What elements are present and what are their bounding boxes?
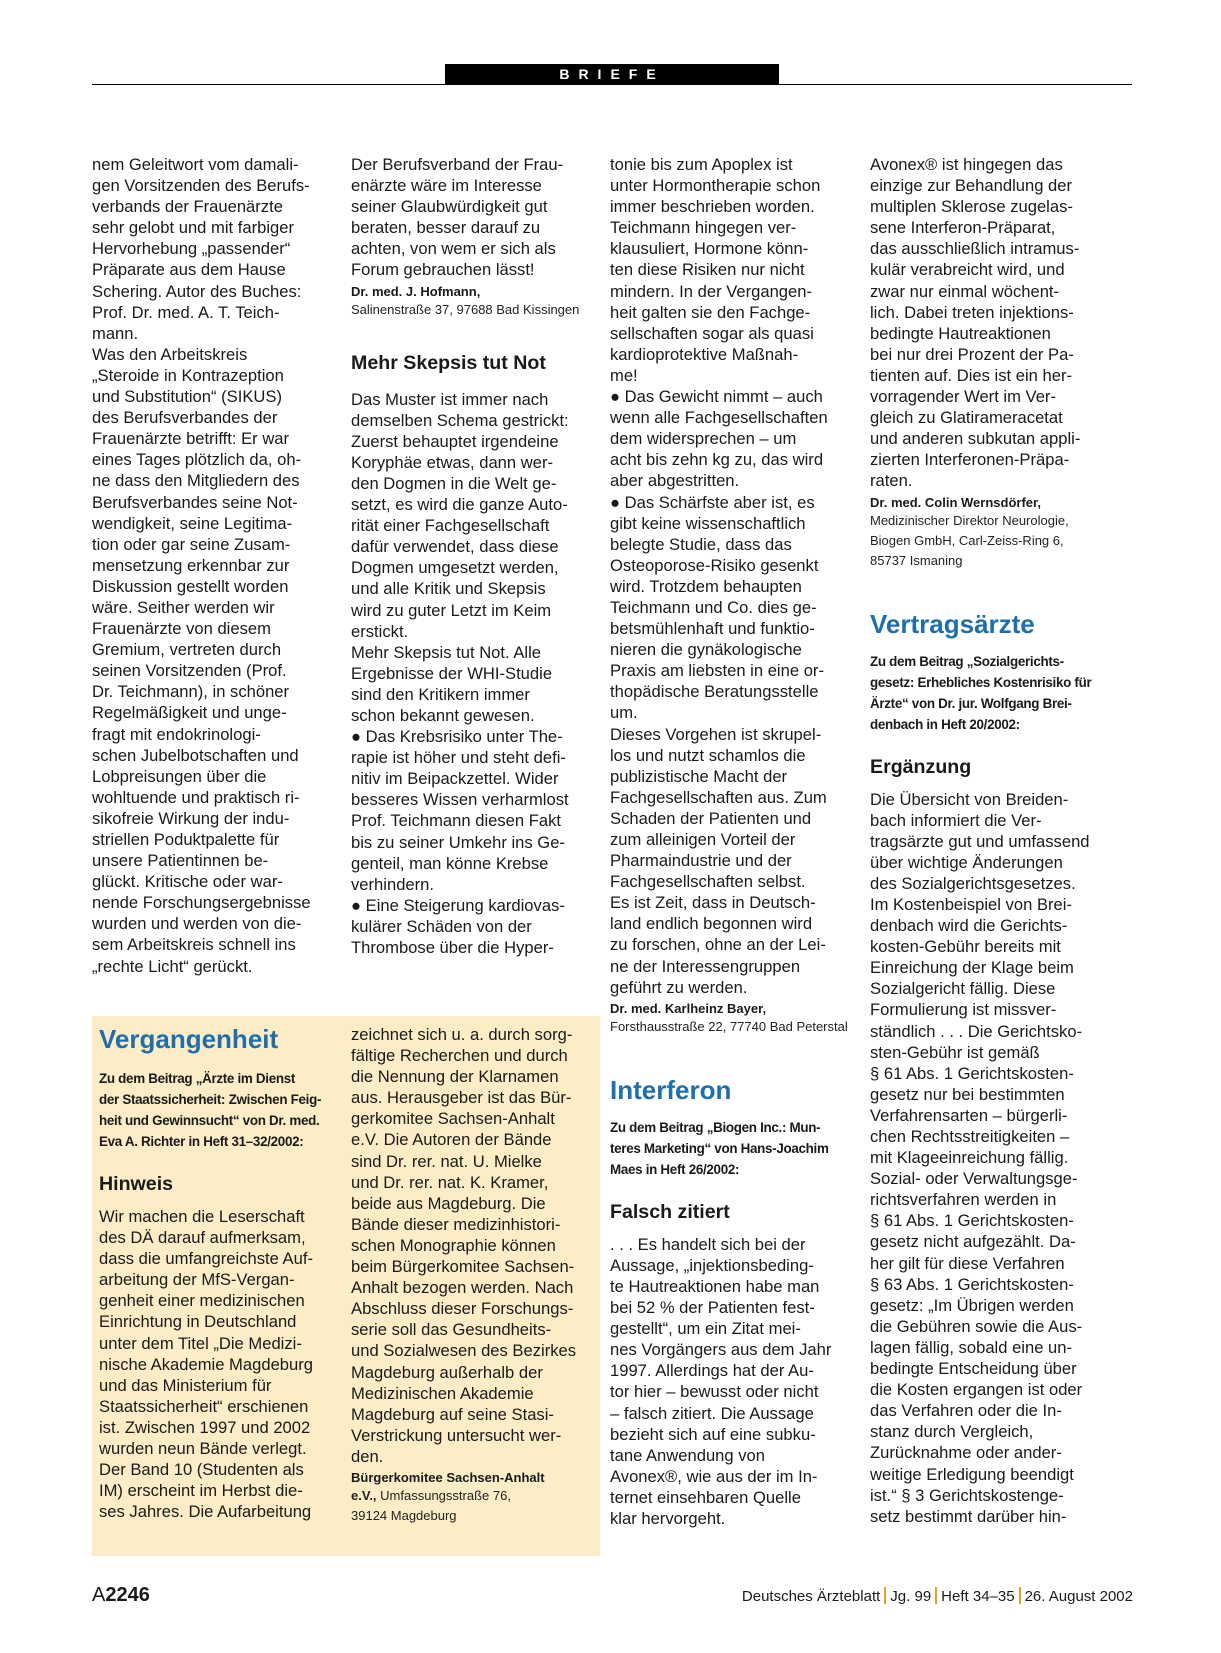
text-line: und Substitution“ (SIKUS) [92,387,282,407]
text-line: sind Dr. rer. nat. U. Mielke [351,1151,542,1171]
text-line: e.V. Die Autoren der Bände [351,1130,552,1150]
text-line: wendigkeit, seine Legitima- [92,513,293,533]
text-line: Maes in Heft 26/2002: [610,1161,740,1177]
column-4 [870,154,1120,1527]
text-line: Regelmäßigkeit und unge- [92,703,287,723]
text-line: Biogen GmbH, Carl-Zeiss-Ring 6, [870,532,1064,548]
text-line: einzige zur Behandlung der [870,176,1073,196]
text-line: des Berufsverbandes der [92,408,278,428]
text-line: gesetz nur bei bestimmten [870,1084,1065,1104]
text-line: und Dr. rer. nat. K. Kramer, [351,1172,549,1192]
topic-heading: Vergangenheit [99,1024,279,1054]
text-line: arbeitung der MfS-Vergan- [99,1270,295,1290]
text-line: lich. Dabei treten injektions- [870,302,1074,322]
text-line: Präparate aus dem Hause [92,260,286,280]
text-line: betsmühlenhaft und funktio- [610,619,815,639]
text-line: wurden und werden von die- [92,914,302,934]
text-line: me! [610,365,638,385]
text-line: striellen Poduktpalette für [92,830,280,849]
text-line: multiplen Sklerose zugelas- [870,197,1073,217]
text-line: Avonex®, wie aus der im In- [610,1466,818,1486]
text-line: Praxis am liebsten in eine or- [610,661,824,681]
text-line: Ärzte“ von Dr. jur. Wolfgang Brei- [870,695,1072,711]
topic-heading: Vertragsärzte [870,608,1035,639]
text-line: um. [610,703,638,723]
text-line: heit galten sie den Fachge- [610,302,811,322]
text-line: mit Klageeinreichung fällig. [870,1148,1069,1168]
text-line: dafür verwendet, dass diese [351,537,559,557]
text-line: gesetz: Erhebliches Kostenrisiko für [870,674,1092,690]
text-line: richtsverfahren werden in [870,1190,1057,1210]
text-line: zum alleinigen Vorteil der [610,830,796,849]
text-line: immer beschrieben worden. [610,197,815,217]
text-line: tion oder gar seine Zusam- [92,534,291,554]
section-label: BRIEFE [445,64,779,85]
text-line: Hervorhebung „passender“ [92,239,291,259]
text-line: geführt zu werden. [610,977,748,997]
text-line: sikofreie Wirkung der indu- [92,808,290,828]
signature-address: e.V., Umfassungsstraße 76, 39124 Magdeburg [351,1487,511,1523]
text-line: Einreichung der Klage beim [870,958,1074,978]
text-line: belegte Studie, dass das [610,534,792,554]
text-line: glückt. Kritische oder war- [92,872,283,892]
text-line: lagen fällig, sobald eine un- [870,1337,1073,1357]
letter-text [870,154,1120,492]
text-line: sten-Gebühr ist gemäß [870,1042,1040,1062]
letter-text [351,154,591,281]
text-line: raten. [870,471,913,491]
text-line: Schaden der Patienten und [610,808,812,828]
text-line: Prof. Dr. med. A. T. Teich- [92,302,280,322]
text-line: kosten-Gebühr bereits mit [870,937,1061,957]
text-line: Salinenstraße 37, 97688 Bad Kissingen [351,301,580,317]
text-line: kulärer Schäden von der [351,916,532,936]
text-line: teres Marketing“ von Hans-Joachim [610,1140,829,1156]
text-line: nieren die gynäkologische [610,640,802,660]
text-line: die Gebühren sowie die Aus- [870,1316,1083,1336]
text-line: bei nur drei Prozent der Pa- [870,344,1074,364]
text-line: 85737 Ismaning [870,552,963,568]
text-line: ● Das Schärfste aber ist, es [610,492,815,512]
text-line: Sozial- oder Verwaltungsge- [870,1169,1078,1189]
text-line: tonie bis zum Apoplex ist [610,155,793,174]
text-line: gerkomitee Sachsen-Anhalt [351,1109,555,1129]
text-line: und Sozialwesen des Bezirkes [351,1341,577,1361]
text-line: genteil, man könne Krebse [351,853,549,873]
text-line: Teichmann hingegen ver- [610,218,797,238]
text-line: sind den Kritikern immer [351,684,530,704]
text-line: los und nutzt schamlos die [610,745,806,765]
text-line: demselben Schema gestrickt: [351,410,569,430]
text-line: § 61 Abs. 1 Gerichtskosten- [870,1063,1074,1083]
text-line: die Nennung der Klarnamen [351,1067,559,1087]
text-line: setz bestimmt darüber hin- [870,1506,1067,1526]
column-3 [610,154,850,1529]
letter-text [99,1206,339,1522]
text-line: Medizinischen Akademie [351,1383,534,1403]
text-line: rität einer Fachgesellschaft [351,516,550,536]
letter-text [351,389,591,959]
signature-name: Dr. med. Colin Wernsdörfer, [870,494,1041,510]
text-line: Prof. Teichmann diesen Fakt [351,811,561,831]
header-rule [92,84,1132,85]
text-line: verbands der Frauenärzte [92,197,283,217]
text-line: Zu dem Beitrag „Ärzte im Dienst [99,1071,296,1086]
text-line: Pharmaindustrie und der [610,851,792,871]
text-line: gesetz: „Im Übrigen werden [870,1295,1074,1315]
text-line: zierten Interferonen-Präpa- [870,450,1070,470]
text-line: des Sozialgerichtsgesetzes. [870,873,1076,893]
text-line: Das Muster ist immer nach [351,389,549,409]
text-line: und alle Kritik und Skepsis [351,579,546,599]
text-line: besseres Wissen verharmlost [351,790,569,810]
text-line: Medizinischer Direktor Neurologie, [870,512,1069,528]
text-line: ist.“ § 3 Gerichtskostenge- [870,1485,1064,1505]
text-line: genheit einer medizinischen [99,1291,305,1311]
text-line: Es ist Zeit, dass in Deutsch- [610,893,816,913]
text-line: § 63 Abs. 1 Gerichtskosten- [870,1274,1074,1294]
text-line: bedingte Entscheidung über [870,1359,1077,1379]
article-reference [99,1068,339,1152]
text-line: bezieht sich auf eine subku- [610,1424,816,1444]
text-line: § 61 Abs. 1 Gerichtskosten- [870,1211,1074,1231]
text-line: der Staatssicherheit: Zwischen Feig- [99,1092,322,1107]
page-number: A2246 [92,1584,150,1606]
text-line: Der Band 10 (Studenten als [99,1460,304,1480]
text-line: vorragender Wert im Ver- [870,387,1056,407]
text-line: mann. [92,323,139,343]
text-line: Schering. Autor des Buches: [92,281,302,301]
text-line: Zurücknahme oder ander- [870,1443,1062,1463]
text-line: ne dass den Mitgliedern des [92,471,300,491]
text-line: und das Ministerium für [99,1375,272,1395]
text-line: ● Das Krebsrisiko unter The- [351,727,563,747]
text-line: Bände dieser medizinhistori- [351,1214,561,1234]
text-line: Sozialgericht fällig. Diese [870,979,1056,999]
text-line: ten diese Risiken nur nicht [610,260,805,280]
text-line: Eva A. Richter in Heft 31–32/2002: [99,1134,304,1149]
text-line: ● Eine Steigerung kardiovas- [351,895,565,915]
text-line: dem widersprechen – um [610,429,797,449]
text-line: kardioprotektive Maßnah- [610,344,799,364]
text-line: Was den Arbeitskreis [92,344,248,364]
text-line: bis zu seiner Umkehr ins Ge- [351,832,565,852]
text-line: acht bis zehn kg zu, das wird [610,450,824,470]
text-line: Verfahrensarten – bürgerli- [870,1105,1068,1125]
text-line: nende Forschungsergebnisse [92,893,311,913]
text-line: IM) erscheint im Herbst die- [99,1481,303,1501]
text-line: Magdeburg außerhalb der [351,1362,543,1382]
text-line: enärzte wäre im Interesse [351,176,542,196]
column-1 [92,154,332,977]
text-line: beraten, besser darauf zu [351,218,541,238]
text-line: gibt keine wissenschaftlich [610,513,806,533]
text-line: schen Monographie können [351,1235,556,1255]
text-line: klausuliert, Hormone könn- [610,239,809,259]
text-line: Im Kostenbeispiel von Brei- [870,894,1072,914]
text-line: gleich zu Glatirameracetat [870,408,1063,428]
text-line: rapie ist höher und steht defi- [351,748,566,768]
text-line: sem Arbeitskreis schnell ins [92,935,296,955]
text-line: fältige Recherchen und durch [351,1046,568,1066]
signature-name: Dr. med. Karlheinz Bayer, [610,1000,767,1016]
text-line: tor hier – bewusst oder nicht [610,1382,819,1402]
text-line: denbach in Heft 20/2002: [870,716,1020,732]
text-line: wenn alle Fachgesellschaften [610,408,828,428]
text-line: tane Anwendung von [610,1445,766,1465]
text-line: wohltuende und praktisch ri- [92,787,300,807]
section-heading: Mehr Skepsis tut Not [351,351,546,374]
text-line: Abschluss dieser Forschungs- [351,1299,574,1319]
text-line: erstickt. [351,621,409,641]
article-reference [870,651,1120,735]
text-line: bedingte Hautreaktionen [870,323,1051,343]
text-line: Koryphäe etwas, dann wer- [351,452,554,472]
text-line: Formulierung ist missver- [870,1000,1057,1020]
section-heading: Hinweis [99,1173,174,1195]
text-line: Verstrickung untersucht wer- [351,1425,562,1445]
text-line: 1997. Allerdings hat der Au- [610,1361,814,1381]
text-line: das Verfahren oder die In- [870,1401,1062,1421]
text-line: Wir machen die Leserschaft [99,1207,305,1226]
text-line: wurden neun Bände verlegt. [99,1439,307,1459]
text-line: Osteoporose-Risiko gesenkt [610,555,819,575]
text-line: unsere Patientinnen be- [92,851,269,871]
column-2 [351,154,591,958]
text-line: chen Rechtsstreitigkeiten – [870,1127,1070,1146]
text-line: sehr gelobt und mit farbiger [92,218,295,238]
letter-text [610,154,850,998]
text-line: Zu dem Beitrag „Biogen Inc.: Mun- [610,1119,821,1135]
text-line: stanz durch Vergleich, [870,1422,1034,1442]
text-line: serie soll das Gesundheits- [351,1320,552,1340]
text-line: achten, von wem er sich als [351,239,556,259]
text-line: Fachgesellschaften aus. Zum [610,787,827,807]
text-line: ist. Zwischen 1997 und 2002 [99,1417,311,1437]
text-line: beide aus Magdeburg. Die [351,1193,546,1213]
text-line: weitige Erledigung beendigt [870,1464,1074,1484]
text-line: Zuerst behauptet irgendeine [351,431,559,451]
topic-heading: Interferon [610,1074,732,1105]
text-line: Dogmen umgesetzt werden, [351,558,559,578]
signature-name: Bürgerkomitee Sachsen-Anhalt [351,1469,545,1485]
text-line: Forsthausstraße 22, 77740 Bad Peterstal [610,1018,848,1034]
journal-footer: Deutsches Ärzteblatt Jg. 99 Heft 34–35 26. August 2002 [741,1588,1133,1605]
text-line: wird. Trotzdem behaupten [610,576,802,596]
text-line: dass die umfangreichste Auf- [99,1249,313,1269]
text-line: bach informiert die Ver- [870,810,1042,830]
text-line: eines Tages plötzlich da, oh- [92,450,302,470]
text-line: zu forschen, ohne an der Lei- [610,935,826,955]
section-heading: Ergänzung [870,755,972,778]
text-line: nitiv im Beipackzettel. Wider [351,769,559,789]
text-line: Ergebnisse der WHI-Studie [351,663,553,683]
text-line: tienten auf. Dies ist ein her- [870,365,1072,385]
text-line: die Kosten ergangen ist oder [870,1380,1083,1400]
text-line: heit und Gewinnsucht“ von Dr. med. [99,1113,320,1128]
text-line: Einrichtung in Deutschland [99,1312,297,1332]
text-line: „rechte Licht“ gerückt. [92,956,253,976]
text-line: Lobpreisungen über die [92,766,267,786]
text-line: „Steroide in Kontrazeption [92,365,284,385]
text-line: ternet einsehbaren Quelle [610,1487,801,1507]
text-line: Die Übersicht von Breiden- [870,789,1069,809]
text-line: Frauenärzte von diesem [92,619,271,639]
text-line: den. [351,1446,384,1466]
text-line: Dr. Teichmann), in schöner [92,682,290,702]
box-column-right [351,1024,591,1526]
text-line: Frauenärzte betrifft: Er war [92,429,290,449]
text-line: schen Jubelbotschaften und [92,745,299,765]
text-line: ständlich . . . Die Gerichtsko- [870,1021,1083,1041]
text-line: gestellt“, um ein Zitat mei- [610,1319,801,1339]
text-line: sellschaften sogar als quasi [610,323,814,343]
text-line: – falsch zitiert. Die Aussage [610,1403,814,1423]
signature-name: Dr. med. J. Hofmann, [351,283,481,299]
text-line: publizistische Macht der [610,766,788,786]
text-line: te Hautreaktionen habe man [610,1276,820,1296]
letter-text [351,1024,591,1467]
text-line: beim Bürgerkomitee Sachsen- [351,1257,575,1277]
text-line: thopädische Beratungsstelle [610,682,819,702]
signature-address [610,1017,850,1037]
text-line: denbach wird die Gerichts- [870,916,1068,936]
text-line: verhindern. [351,874,435,894]
text-line: Magdeburg auf seine Stasi- [351,1404,554,1424]
text-line: gen Vorsitzenden des Berufs- [92,176,310,196]
text-line: über wichtige Änderungen [870,852,1063,872]
text-line: das ausschließlich intramus- [870,239,1080,259]
text-line: Mehr Skepsis tut Not. Alle [351,642,541,662]
text-line: aber abgestritten. [610,471,740,491]
text-line: bei 52 % der Patienten fest- [610,1298,815,1318]
text-line: Dieses Vorgehen ist skrupel- [610,724,822,744]
text-line: Forum gebrauchen lässt! [351,260,535,280]
text-line: aus. Herausgeber ist das Bür- [351,1088,572,1108]
text-line: mindern. In der Vergangen- [610,281,813,301]
text-line: zeichnet sich u. a. durch sorg- [351,1025,573,1044]
text-line: wäre. Seither werden wir [92,597,275,617]
text-line: Berufsverbandes seine Not- [92,492,298,512]
text-line: Anhalt bezogen werden. Nach [351,1278,574,1298]
text-line: tragsärzte gut und umfassend [870,831,1090,851]
text-line: Zu dem Beitrag „Sozialgerichts- [870,653,1064,669]
text-line: schon bekannt gewesen. [351,705,535,725]
text-line: ● Das Gewicht nimmt – auch [610,387,823,407]
text-line: ses Jahres. Die Aufarbeitung [99,1502,312,1522]
text-line: und anderen subkutan appli- [870,429,1081,449]
text-line: Staatssicherheit“ erschienen [99,1396,309,1416]
text-line: nes Vorgängers aus dem Jahr [610,1340,832,1360]
text-line: des DÄ darauf aufmerksam, [99,1228,306,1248]
text-line: Der Berufsverband der Frau- [351,155,564,174]
text-line: Fachgesellschaften selbst. [610,872,806,892]
text-line: . . . Es handelt sich bei der [610,1234,806,1254]
text-line: gesetz nicht aufgezählt. Da- [870,1232,1076,1252]
text-line: nische Akademie Magdeburg [99,1354,314,1374]
section-heading: Falsch zitiert [610,1200,730,1223]
text-line: zwar nur einmal wöchent- [870,281,1060,301]
text-line: Aussage, „injektionsbeding- [610,1255,814,1275]
text-line: Diskussion gestellt worden [92,576,289,596]
text-line: her gilt für diese Verfahren [870,1253,1065,1273]
text-line: seiner Glaubwürdigkeit gut [351,197,548,217]
signature-address [351,300,591,320]
text-line: ne der Interessengruppen [610,956,801,976]
text-line: wird zu guter Letzt im Keim [351,600,552,620]
text-line: setzt, es wird die ganze Auto- [351,495,568,515]
text-line: unter Hormontherapie schon [610,176,821,196]
text-line: Gremium, vertreten durch [92,640,282,660]
text-line: den Dogmen in die Welt ge- [351,473,557,493]
text-line: klar hervorgeht. [610,1508,726,1528]
text-line: kulär verabreicht wird, und [870,260,1065,280]
letter-text [610,1234,850,1529]
article-reference [610,1117,850,1180]
box-column-left [99,1024,339,1522]
text-line: unter dem Titel „Die Medizi- [99,1333,302,1353]
text-line: fragt mit endokrinologi- [92,724,261,744]
signature-address [870,511,1120,571]
text-line: Thrombose über die Hyper- [351,938,554,957]
letter-text [870,789,1120,1527]
text-line: Teichmann und Co. dies ge- [610,597,817,617]
text-line: sene Interferon-Präparat, [870,218,1056,238]
text-line: mensetzung erkennbar zur [92,555,290,575]
text-line: nem Geleitwort vom damali- [92,155,299,174]
text-line: seinen Vorsitzenden (Prof. [92,661,287,681]
text-line: land endlich begonnen wird [610,914,813,934]
text-line: Avonex® ist hingegen das [870,155,1063,174]
